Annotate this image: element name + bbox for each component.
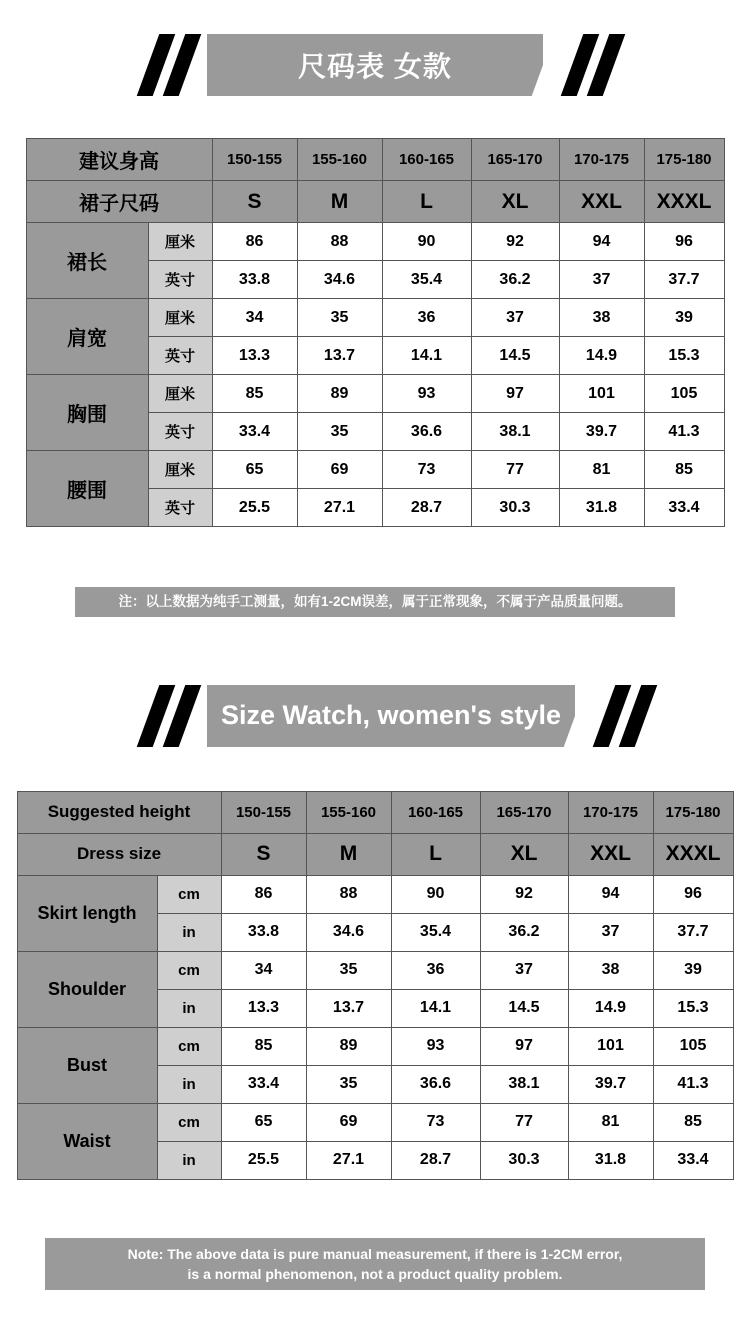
value-cell: 37.7 bbox=[644, 261, 724, 299]
value-cell: 38.1 bbox=[480, 1065, 568, 1103]
value-cell: 14.5 bbox=[480, 989, 568, 1027]
measurement-label-1: Skirt length bbox=[17, 875, 157, 951]
value-cell: 105 bbox=[644, 375, 724, 413]
value-cell: 35 bbox=[306, 1065, 391, 1103]
unit-cell: cm bbox=[157, 1103, 221, 1141]
banner-english bbox=[0, 685, 750, 747]
value-cell: 35.4 bbox=[382, 261, 471, 299]
value-cell: 14.1 bbox=[382, 337, 471, 375]
value-cell: 14.1 bbox=[391, 989, 480, 1027]
header-dress-size: Dress size bbox=[17, 833, 221, 875]
value-cell: 97 bbox=[480, 1027, 568, 1065]
table-row bbox=[26, 299, 724, 337]
unit-cell: in bbox=[157, 1065, 221, 1103]
banner-right-decoration-en bbox=[575, 685, 665, 747]
size-table-english bbox=[17, 791, 734, 1180]
header-size-2: M bbox=[297, 181, 382, 223]
unit-cell: cm bbox=[157, 1027, 221, 1065]
header-height-3: 160-165 bbox=[391, 791, 480, 833]
value-cell: 35 bbox=[297, 413, 382, 451]
value-cell: 36.2 bbox=[480, 913, 568, 951]
header-height-4: 165-170 bbox=[480, 791, 568, 833]
value-cell: 34 bbox=[221, 951, 306, 989]
value-cell: 13.7 bbox=[297, 337, 382, 375]
unit-cell: 厘米 bbox=[148, 375, 212, 413]
value-cell: 39 bbox=[653, 951, 733, 989]
table-row bbox=[17, 875, 733, 913]
value-cell: 34.6 bbox=[306, 913, 391, 951]
header-size-5: XXL bbox=[568, 833, 653, 875]
header-size-3: L bbox=[382, 181, 471, 223]
header-height-6: 175-180 bbox=[644, 139, 724, 181]
note-english bbox=[45, 1238, 705, 1291]
value-cell: 69 bbox=[306, 1103, 391, 1141]
value-cell: 14.5 bbox=[471, 337, 559, 375]
value-cell: 33.4 bbox=[212, 413, 297, 451]
value-cell: 37 bbox=[471, 299, 559, 337]
value-cell: 31.8 bbox=[568, 1141, 653, 1179]
value-cell: 77 bbox=[480, 1103, 568, 1141]
table-row bbox=[26, 451, 724, 489]
value-cell: 35.4 bbox=[391, 913, 480, 951]
value-cell: 38 bbox=[568, 951, 653, 989]
value-cell: 25.5 bbox=[221, 1141, 306, 1179]
value-cell: 13.7 bbox=[306, 989, 391, 1027]
value-cell: 93 bbox=[391, 1027, 480, 1065]
unit-cell: in bbox=[157, 1141, 221, 1179]
unit-cell: 英寸 bbox=[148, 261, 212, 299]
size-chart-section-english bbox=[0, 617, 750, 1291]
value-cell: 34 bbox=[212, 299, 297, 337]
value-cell: 81 bbox=[568, 1103, 653, 1141]
value-cell: 86 bbox=[221, 875, 306, 913]
value-cell: 85 bbox=[653, 1103, 733, 1141]
measurement-label-4: 腰围 bbox=[26, 451, 148, 527]
value-cell: 37 bbox=[480, 951, 568, 989]
unit-cell: cm bbox=[157, 951, 221, 989]
unit-cell: in bbox=[157, 913, 221, 951]
value-cell: 35 bbox=[297, 299, 382, 337]
value-cell: 35 bbox=[306, 951, 391, 989]
value-cell: 41.3 bbox=[653, 1065, 733, 1103]
value-cell: 25.5 bbox=[212, 489, 297, 527]
value-cell: 30.3 bbox=[480, 1141, 568, 1179]
table-row-suggested-height bbox=[17, 791, 733, 833]
value-cell: 36 bbox=[382, 299, 471, 337]
value-cell: 97 bbox=[471, 375, 559, 413]
value-cell: 89 bbox=[306, 1027, 391, 1065]
value-cell: 81 bbox=[559, 451, 644, 489]
measurement-label-4: Waist bbox=[17, 1103, 157, 1179]
banner-right-decoration bbox=[543, 34, 633, 96]
value-cell: 38.1 bbox=[471, 413, 559, 451]
value-cell: 69 bbox=[297, 451, 382, 489]
table-row bbox=[17, 1103, 733, 1141]
value-cell: 27.1 bbox=[306, 1141, 391, 1179]
value-cell: 36 bbox=[391, 951, 480, 989]
header-height-5: 170-175 bbox=[568, 791, 653, 833]
value-cell: 27.1 bbox=[297, 489, 382, 527]
value-cell: 88 bbox=[297, 223, 382, 261]
value-cell: 14.9 bbox=[568, 989, 653, 1027]
header-height-6: 175-180 bbox=[653, 791, 733, 833]
value-cell: 37.7 bbox=[653, 913, 733, 951]
size-chart-section-chinese bbox=[0, 0, 750, 617]
value-cell: 33.8 bbox=[221, 913, 306, 951]
value-cell: 86 bbox=[212, 223, 297, 261]
value-cell: 13.3 bbox=[212, 337, 297, 375]
value-cell: 92 bbox=[480, 875, 568, 913]
value-cell: 28.7 bbox=[391, 1141, 480, 1179]
table-row-suggested-height bbox=[26, 139, 724, 181]
banner-title-chinese: 尺码表 女款 bbox=[298, 51, 452, 82]
note-chinese: 注：以上数据为纯手工测量，如有1-2CM误差，属于正常现象，不属于产品质量问题。 bbox=[75, 587, 675, 617]
header-suggested-height: Suggested height bbox=[17, 791, 221, 833]
value-cell: 37 bbox=[559, 261, 644, 299]
table-row bbox=[17, 1027, 733, 1065]
value-cell: 34.6 bbox=[297, 261, 382, 299]
value-cell: 33.4 bbox=[221, 1065, 306, 1103]
measurement-label-2: 肩宽 bbox=[26, 299, 148, 375]
value-cell: 101 bbox=[559, 375, 644, 413]
header-size-6: XXXL bbox=[653, 833, 733, 875]
banner-plate-english bbox=[207, 685, 575, 747]
value-cell: 101 bbox=[568, 1027, 653, 1065]
value-cell: 90 bbox=[382, 223, 471, 261]
header-suggested-height: 建议身高 bbox=[26, 139, 212, 181]
measurement-label-1: 裙长 bbox=[26, 223, 148, 299]
value-cell: 96 bbox=[653, 875, 733, 913]
unit-cell: 厘米 bbox=[148, 223, 212, 261]
value-cell: 85 bbox=[644, 451, 724, 489]
header-height-1: 150-155 bbox=[212, 139, 297, 181]
header-height-2: 155-160 bbox=[306, 791, 391, 833]
unit-cell: 厘米 bbox=[148, 451, 212, 489]
value-cell: 36.6 bbox=[391, 1065, 480, 1103]
value-cell: 39.7 bbox=[568, 1065, 653, 1103]
value-cell: 39.7 bbox=[559, 413, 644, 451]
value-cell: 15.3 bbox=[644, 337, 724, 375]
value-cell: 65 bbox=[221, 1103, 306, 1141]
value-cell: 94 bbox=[559, 223, 644, 261]
value-cell: 41.3 bbox=[644, 413, 724, 451]
unit-cell: in bbox=[157, 989, 221, 1027]
value-cell: 37 bbox=[568, 913, 653, 951]
measurement-label-3: 胸围 bbox=[26, 375, 148, 451]
value-cell: 33.8 bbox=[212, 261, 297, 299]
value-cell: 77 bbox=[471, 451, 559, 489]
value-cell: 30.3 bbox=[471, 489, 559, 527]
size-table-chinese bbox=[26, 138, 725, 527]
unit-cell: cm bbox=[157, 875, 221, 913]
value-cell: 73 bbox=[382, 451, 471, 489]
banner-title-english: Size Watch, women's style bbox=[220, 700, 562, 731]
table-row bbox=[17, 951, 733, 989]
value-cell: 15.3 bbox=[653, 989, 733, 1027]
value-cell: 33.4 bbox=[644, 489, 724, 527]
value-cell: 89 bbox=[297, 375, 382, 413]
value-cell: 36.2 bbox=[471, 261, 559, 299]
banner-plate-chinese bbox=[207, 34, 543, 96]
header-size-2: M bbox=[306, 833, 391, 875]
value-cell: 94 bbox=[568, 875, 653, 913]
header-size-1: S bbox=[221, 833, 306, 875]
table-row bbox=[26, 223, 724, 261]
value-cell: 93 bbox=[382, 375, 471, 413]
value-cell: 38 bbox=[559, 299, 644, 337]
value-cell: 85 bbox=[212, 375, 297, 413]
value-cell: 88 bbox=[306, 875, 391, 913]
banner-chinese bbox=[0, 34, 750, 96]
header-size-4: XL bbox=[471, 181, 559, 223]
unit-cell: 英寸 bbox=[148, 413, 212, 451]
header-dress-size: 裙子尺码 bbox=[26, 181, 212, 223]
header-size-1: S bbox=[212, 181, 297, 223]
value-cell: 14.9 bbox=[559, 337, 644, 375]
header-height-1: 150-155 bbox=[221, 791, 306, 833]
value-cell: 39 bbox=[644, 299, 724, 337]
note-english-line2: is a normal phenomenon, not a product quality problem. bbox=[187, 1265, 563, 1282]
measurement-label-2: Shoulder bbox=[17, 951, 157, 1027]
unit-cell: 厘米 bbox=[148, 299, 212, 337]
value-cell: 92 bbox=[471, 223, 559, 261]
unit-cell: 英寸 bbox=[148, 489, 212, 527]
header-height-5: 170-175 bbox=[559, 139, 644, 181]
value-cell: 90 bbox=[391, 875, 480, 913]
value-cell: 96 bbox=[644, 223, 724, 261]
header-size-6: XXXL bbox=[644, 181, 724, 223]
value-cell: 36.6 bbox=[382, 413, 471, 451]
header-size-5: XXL bbox=[559, 181, 644, 223]
table-row-dress-size bbox=[26, 181, 724, 223]
header-height-3: 160-165 bbox=[382, 139, 471, 181]
value-cell: 33.4 bbox=[653, 1141, 733, 1179]
unit-cell: 英寸 bbox=[148, 337, 212, 375]
measurement-label-3: Bust bbox=[17, 1027, 157, 1103]
header-height-4: 165-170 bbox=[471, 139, 559, 181]
value-cell: 73 bbox=[391, 1103, 480, 1141]
value-cell: 65 bbox=[212, 451, 297, 489]
table-row-dress-size bbox=[17, 833, 733, 875]
header-height-2: 155-160 bbox=[297, 139, 382, 181]
header-size-4: XL bbox=[480, 833, 568, 875]
value-cell: 31.8 bbox=[559, 489, 644, 527]
header-size-3: L bbox=[391, 833, 480, 875]
value-cell: 105 bbox=[653, 1027, 733, 1065]
table-row bbox=[26, 375, 724, 413]
value-cell: 85 bbox=[221, 1027, 306, 1065]
note-english-line1: Note: The above data is pure manual measurement, if there is 1-2CM error, bbox=[127, 1245, 623, 1262]
value-cell: 13.3 bbox=[221, 989, 306, 1027]
value-cell: 28.7 bbox=[382, 489, 471, 527]
